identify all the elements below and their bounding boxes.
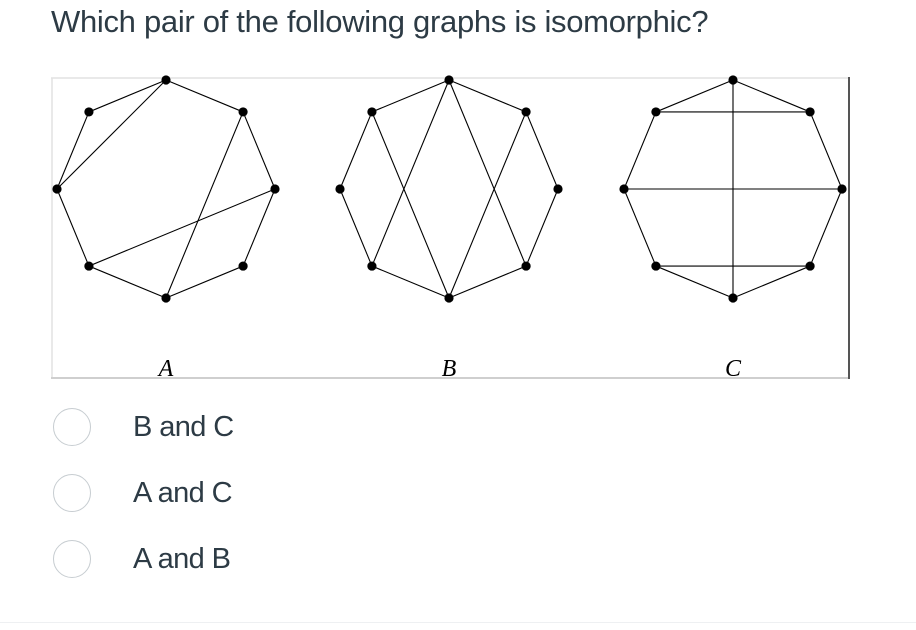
answer-label: A and B [133,543,231,575]
graphs-svg [51,77,851,380]
graph-edge [810,189,842,266]
graph-edge [89,80,166,112]
answer-label: B and C [133,411,234,443]
graph-edge [57,189,89,266]
graph-vertex [161,75,170,84]
graph-b [335,75,562,382]
graph-edge [166,80,243,112]
graph-edge [624,112,656,189]
graph-label: B [441,356,457,382]
graph-chord [166,112,243,298]
graph-vertex [837,184,846,193]
answer-option-a-and-b[interactable] [53,534,653,600]
graph-vertex [805,261,814,270]
graph-vertex [651,107,660,116]
graph-label: A [158,356,174,382]
graph-edge [89,266,166,298]
graph-vertex [161,293,170,302]
graph-vertex [367,107,376,116]
graph-vertex [238,107,247,116]
graph-chord [89,189,275,266]
graph-vertex [444,75,453,84]
radio-button[interactable] [53,474,91,512]
graphs-figure [51,77,851,380]
graph-edge [733,80,810,112]
graph-vertex [728,75,737,84]
graph-chord [449,112,526,298]
graph-vertex [238,261,247,270]
graph-label: C [724,356,742,382]
graph-edge [57,112,89,189]
graph-vertex [84,107,93,116]
graph-vertex [651,261,660,270]
graph-vertex [805,107,814,116]
answer-option-a-and-c[interactable] [53,468,653,534]
graph-chord [449,80,526,266]
graph-edge [810,112,842,189]
graph-vertex [619,184,628,193]
graph-edge [624,189,656,266]
graph-vertex [270,184,279,193]
graph-vertex [728,293,737,302]
graph-vertex [84,261,93,270]
graph-chord [57,80,166,189]
graph-edge [526,189,558,266]
graph-edge [656,266,733,298]
radio-button[interactable] [53,540,91,578]
graph-vertex [367,261,376,270]
graph-vertex [521,107,530,116]
graph-edge [243,112,275,189]
answer-options [53,402,653,600]
graph-edge [526,112,558,189]
graph-vertex [52,184,61,193]
graph-vertex [521,261,530,270]
graph-edge [656,80,733,112]
graph-edge [733,266,810,298]
radio-button[interactable] [53,408,91,446]
answer-label: A and C [133,477,232,509]
graph-vertex [444,293,453,302]
graph-vertex [335,184,344,193]
graph-vertex [553,184,562,193]
graph-chord [372,112,449,298]
bottom-divider [0,622,916,623]
answer-option-b-and-c[interactable] [53,402,653,468]
question-text: Which pair of the following graphs is isomorphic? [51,4,709,39]
graph-chord [372,80,449,266]
graph-a [52,75,279,382]
graph-edge [340,112,372,189]
graph-c [619,75,846,382]
graph-edge [340,189,372,266]
